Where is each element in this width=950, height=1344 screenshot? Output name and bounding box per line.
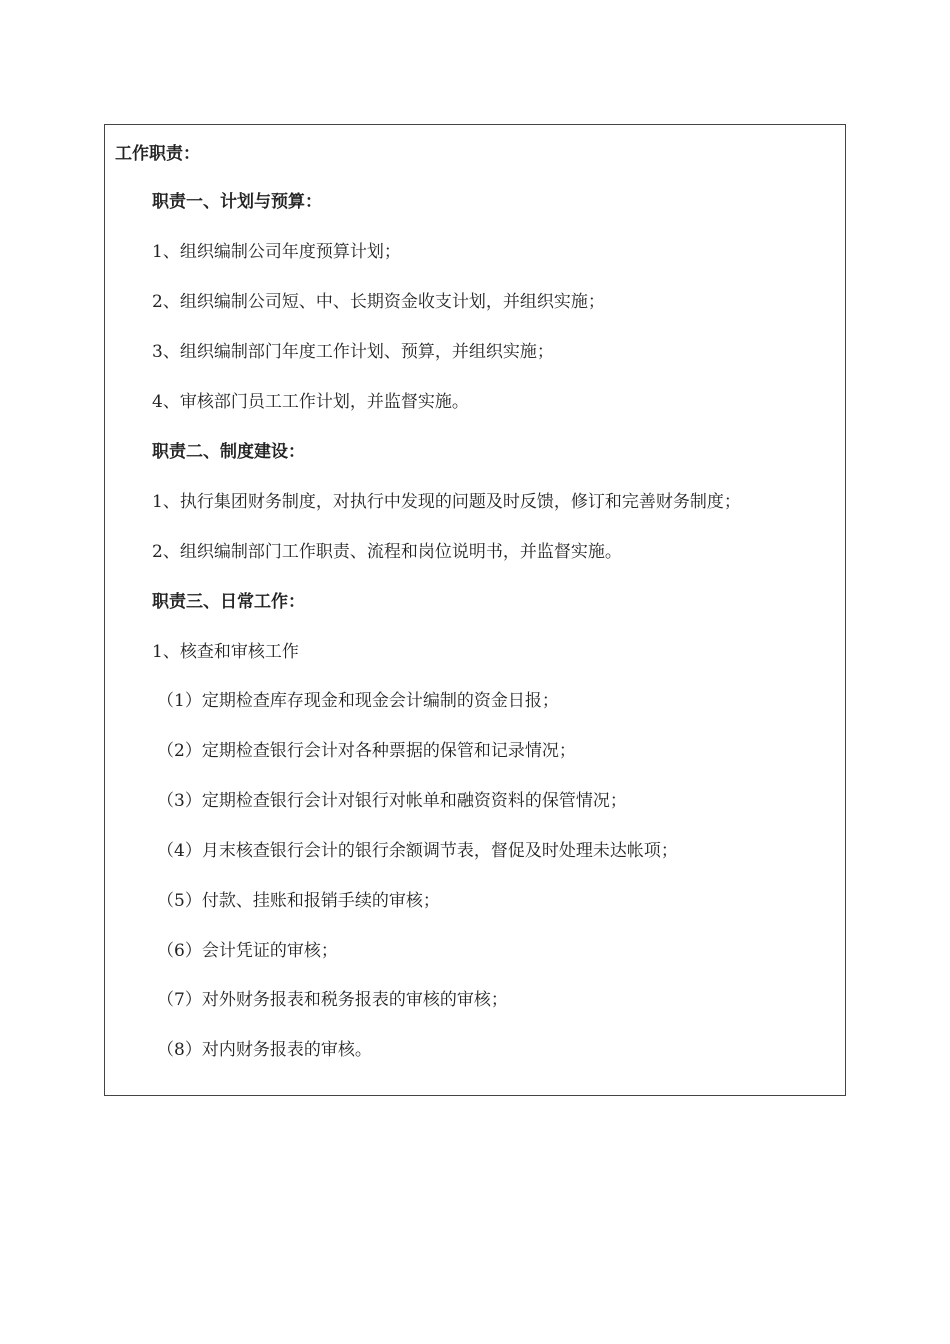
list-item: 2、组织编制部门工作职责、流程和岗位说明书，并监督实施。 — [152, 542, 622, 562]
sub-list-item: （4）月末核查银行会计的银行余额调节表，督促及时处理未达帐项； — [157, 841, 678, 861]
sub-list-item: （7）对外财务报表和税务报表的审核的审核； — [157, 990, 508, 1010]
list-item: 2、组织编制公司短、中、长期资金收支计划，并组织实施； — [152, 292, 605, 312]
list-item: 1、组织编制公司年度预算计划； — [152, 242, 401, 262]
document-title: 工作职责： — [115, 144, 200, 164]
sub-list-item: （6）会计凭证的审核； — [157, 941, 338, 961]
sub-list-item: （8）对内财务报表的审核。 — [157, 1040, 372, 1060]
section-heading-system-building: 职责二、制度建设： — [152, 442, 305, 462]
section-heading-daily-work: 职责三、日常工作： — [152, 592, 305, 612]
sub-list-item: （2）定期检查银行会计对各种票据的保管和记录情况； — [157, 741, 576, 761]
section-heading-plan-budget: 职责一、计划与预算： — [152, 192, 322, 212]
list-item: 4、审核部门员工工作计划，并监督实施。 — [152, 392, 469, 412]
responsibilities-box — [104, 124, 846, 1096]
list-item: 1、执行集团财务制度，对执行中发现的问题及时反馈，修订和完善财务制度； — [152, 492, 741, 512]
sub-list-item: （3）定期检查银行会计对银行对帐单和融资资料的保管情况； — [157, 791, 627, 811]
list-item: 1、核查和审核工作 — [152, 642, 299, 662]
list-item: 3、组织编制部门年度工作计划、预算，并组织实施； — [152, 342, 554, 362]
sub-list-item: （1）定期检查库存现金和现金会计编制的资金日报； — [157, 691, 559, 711]
sub-list-item: （5）付款、挂账和报销手续的审核； — [157, 891, 440, 911]
